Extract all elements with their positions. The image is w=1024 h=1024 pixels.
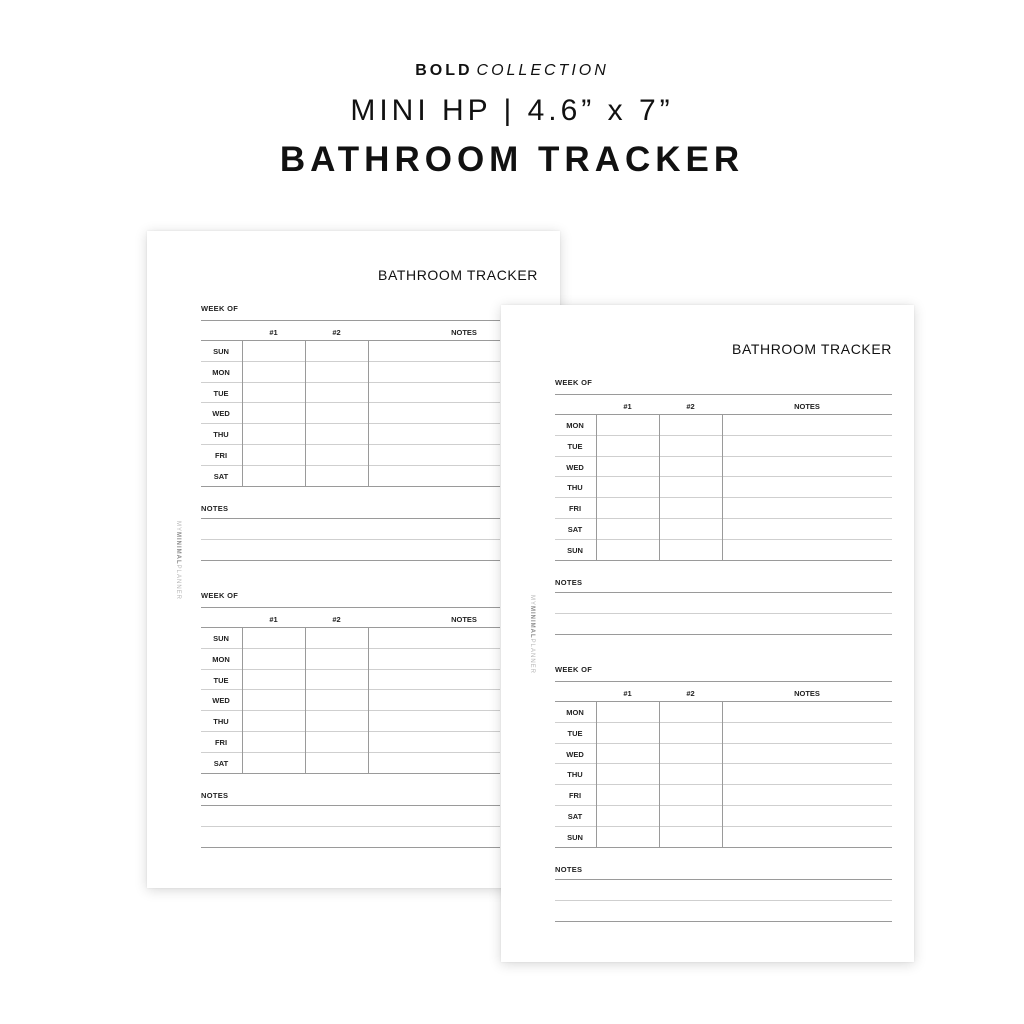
- day-label: SAT: [213, 758, 229, 768]
- column-divider: [596, 701, 597, 847]
- column-header: #1: [623, 689, 632, 698]
- page-title: BATHROOM TRACKER: [732, 341, 892, 357]
- week-of-line: [555, 394, 892, 395]
- row-line: [555, 805, 892, 806]
- row-line: [201, 669, 500, 670]
- row-line: [201, 731, 500, 732]
- row-line: [201, 710, 500, 711]
- row-line: [201, 752, 500, 753]
- column-header: #1: [269, 328, 278, 337]
- notes-line: [555, 921, 892, 922]
- column-divider: [368, 627, 369, 773]
- row-line: [201, 444, 500, 445]
- day-label: FRI: [214, 738, 228, 747]
- day-label: THU: [213, 430, 229, 440]
- planner-page-front: [501, 305, 914, 962]
- column-header: NOTES: [794, 689, 820, 698]
- table-header-line: [201, 340, 500, 341]
- notes-label: NOTES: [201, 503, 229, 513]
- week-of-line: [555, 681, 892, 682]
- day-label: FRI: [568, 504, 582, 514]
- row-line: [555, 456, 892, 457]
- week-of-label: WEEK OF: [555, 378, 593, 387]
- row-line: [201, 423, 500, 424]
- day-label: SUN: [567, 832, 583, 842]
- row-line: [201, 361, 500, 362]
- row-line: [201, 402, 500, 403]
- row-line: [555, 743, 892, 744]
- brand-watermark: [529, 595, 535, 674]
- day-label: WED: [212, 696, 230, 706]
- brand-bold: MINIMAL: [529, 606, 535, 639]
- row-line: [201, 486, 500, 487]
- column-divider: [242, 340, 243, 486]
- day-label: THU: [567, 483, 583, 493]
- day-label: MON: [566, 421, 584, 430]
- row-line: [555, 784, 892, 785]
- day-label: THU: [567, 770, 583, 780]
- column-divider: [659, 701, 660, 847]
- size-line: MINI HP | 4.6” x 7”: [350, 94, 674, 127]
- column-header: #2: [686, 402, 695, 411]
- day-label: SAT: [567, 812, 583, 821]
- row-line: [201, 689, 500, 690]
- row-line: [201, 773, 500, 774]
- column-header: #1: [269, 615, 278, 624]
- day-label: MON: [566, 708, 584, 717]
- notes-line: [555, 634, 892, 635]
- column-header: NOTES: [451, 328, 477, 337]
- column-divider: [305, 627, 306, 773]
- day-label: SUN: [567, 545, 583, 555]
- table-header-line: [201, 627, 500, 628]
- row-line: [555, 518, 892, 519]
- planner-page-back: [147, 231, 560, 888]
- row-line: [555, 847, 892, 848]
- column-header: #1: [623, 402, 632, 411]
- notes-line: [555, 879, 892, 880]
- column-header: NOTES: [794, 402, 820, 411]
- notes-line: [555, 900, 892, 901]
- table-header-line: [555, 414, 892, 415]
- day-label: WED: [212, 409, 230, 419]
- column-header: #2: [332, 615, 341, 624]
- column-divider: [596, 414, 597, 560]
- row-line: [201, 465, 500, 466]
- week-of-line: [201, 607, 500, 608]
- week-of-label: WEEK OF: [201, 304, 239, 313]
- notes-line: [201, 539, 500, 540]
- row-line: [555, 497, 892, 498]
- week-of-line: [201, 320, 500, 321]
- week-of-label: WEEK OF: [201, 591, 239, 600]
- notes-line: [201, 847, 500, 848]
- column-divider: [722, 414, 723, 560]
- notes-line: [201, 805, 500, 806]
- collection-line: [0, 62, 1024, 80]
- row-line: [555, 476, 892, 477]
- day-label: SAT: [213, 471, 229, 481]
- brand-pre: MY: [175, 521, 181, 532]
- day-label: SUN: [213, 347, 229, 356]
- page-title: BATHROOM TRACKER: [378, 267, 538, 283]
- day-label: FRI: [568, 791, 582, 801]
- notes-line: [201, 518, 500, 519]
- column-divider: [722, 701, 723, 847]
- collection-bold: BOLD: [415, 62, 473, 79]
- day-label: WED: [566, 462, 584, 472]
- day-label: TUE: [567, 728, 583, 738]
- day-label: FRI: [214, 451, 228, 460]
- row-line: [555, 539, 892, 540]
- day-label: WED: [566, 749, 584, 759]
- notes-label: NOTES: [555, 577, 583, 587]
- brand-bold: MINIMAL: [175, 532, 181, 565]
- notes-line: [555, 613, 892, 614]
- day-label: MON: [212, 367, 230, 377]
- day-label: TUE: [567, 441, 583, 451]
- collection-rest: COLLECTION: [476, 62, 609, 79]
- day-label: TUE: [213, 675, 229, 685]
- row-line: [555, 763, 892, 764]
- row-line: [555, 560, 892, 561]
- table-header-line: [555, 701, 892, 702]
- brand-post: PLANNER: [529, 638, 535, 675]
- column-divider: [368, 340, 369, 486]
- notes-label: NOTES: [555, 864, 583, 874]
- day-label: SAT: [567, 525, 583, 534]
- column-header: NOTES: [451, 615, 477, 624]
- brand-watermark: [175, 521, 181, 600]
- row-line: [201, 648, 500, 649]
- day-label: TUE: [213, 388, 229, 398]
- row-line: [555, 435, 892, 436]
- column-divider: [659, 414, 660, 560]
- notes-label: NOTES: [201, 790, 229, 800]
- column-header: #2: [686, 689, 695, 698]
- day-label: THU: [213, 717, 229, 727]
- product-title: BATHROOM TRACKER: [279, 140, 745, 179]
- row-line: [555, 826, 892, 827]
- notes-line: [201, 560, 500, 561]
- column-divider: [242, 627, 243, 773]
- notes-line: [201, 826, 500, 827]
- row-line: [555, 722, 892, 723]
- column-divider: [305, 340, 306, 486]
- notes-line: [555, 592, 892, 593]
- brand-post: PLANNER: [175, 564, 181, 601]
- column-header: #2: [332, 328, 341, 337]
- day-label: SUN: [213, 634, 229, 643]
- week-of-label: WEEK OF: [555, 665, 593, 674]
- brand-pre: MY: [529, 595, 535, 606]
- row-line: [201, 382, 500, 383]
- day-label: MON: [212, 654, 230, 664]
